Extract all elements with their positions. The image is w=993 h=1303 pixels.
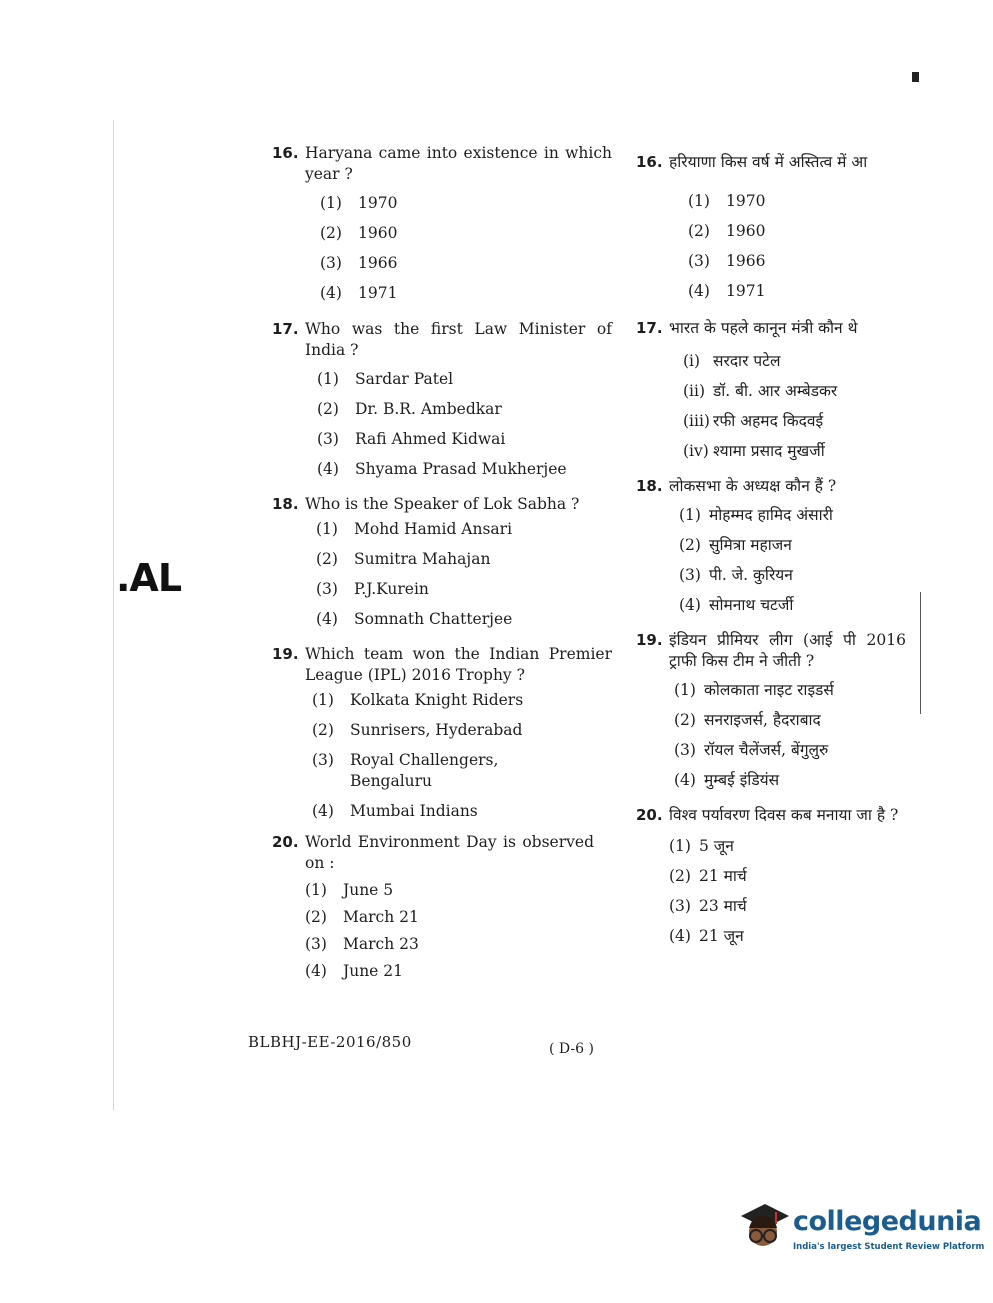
option-text: सुमित्रा महाजन — [709, 536, 792, 554]
scan-edge-line — [113, 120, 114, 1110]
option-text: Royal Challengers, Bengaluru — [350, 751, 499, 790]
option-number: (1) — [674, 681, 696, 699]
option — [674, 740, 926, 761]
option-text: P.J.Kurein — [354, 580, 429, 598]
options-list — [688, 191, 926, 302]
option-number: (3) — [305, 935, 327, 953]
question-text: इंडियन प्रीमियर लीग (आई पी 2016 ट्राफी किस टीम ने जीती ? — [669, 631, 906, 670]
option-text: 1970 — [358, 194, 398, 212]
question-text: Haryana came into existence in which year ? — [305, 144, 612, 183]
question-number: 19. — [272, 645, 299, 663]
option-text: Sunrisers, Hyderabad — [350, 721, 523, 739]
option-number: (4) — [679, 596, 701, 614]
question-number: 17. — [636, 319, 663, 337]
option-number: (4) — [316, 610, 338, 628]
question-number: 16. — [272, 144, 299, 162]
option-number: (1) — [312, 691, 334, 709]
logo-tagline: India's largest Student Review Platform — [793, 1242, 985, 1252]
question-20-en — [272, 832, 612, 982]
option-text: Kolkata Knight Riders — [350, 691, 524, 709]
question-text: लोकसभा के अध्यक्ष कौन हैं ? — [669, 477, 837, 495]
collegedunia-logo[interactable] — [735, 1196, 985, 1262]
option — [317, 369, 612, 390]
question-number: 18. — [636, 477, 663, 495]
option-text: 1966 — [726, 252, 766, 270]
option-number: (1) — [320, 194, 342, 212]
option — [316, 609, 612, 630]
options-list — [305, 880, 612, 982]
option — [317, 399, 612, 420]
option-number: (3) — [312, 751, 334, 769]
option-number: (2) — [674, 711, 696, 729]
option — [679, 535, 926, 556]
option-text: June 21 — [343, 962, 404, 980]
question-18-hi — [636, 476, 926, 616]
option-text: 1960 — [726, 222, 766, 240]
option — [674, 710, 926, 731]
question-text: Which team won the Indian Premier League (IPL) 2016 Trophy ? — [305, 645, 612, 684]
options-list — [683, 351, 926, 462]
question-number: 19. — [636, 631, 663, 649]
option — [683, 411, 926, 432]
option-text: June 5 — [343, 881, 394, 899]
question-number: 16. — [636, 153, 663, 171]
option-text: March 21 — [343, 908, 419, 926]
cropped-side-text: .AL — [116, 556, 182, 600]
option-number: (1) — [317, 370, 339, 388]
option — [316, 519, 612, 540]
option-number: (ii) — [683, 382, 706, 400]
option-text: सनराइजर्स, हैदराबाद — [704, 711, 821, 729]
option-text: 23 मार्च — [699, 897, 747, 915]
option — [320, 253, 612, 274]
question-text: विश्व पर्यावरण दिवस कब मनाया जा है ? — [669, 806, 899, 824]
option-number: (2) — [312, 721, 334, 739]
option-text: 5 जून — [699, 837, 734, 855]
option-text: Dr. B.R. Ambedkar — [355, 400, 502, 418]
question-16-hi — [636, 152, 926, 302]
option-text: Sardar Patel — [355, 370, 454, 388]
option-text: 1971 — [358, 284, 398, 302]
option-text: 1971 — [726, 282, 766, 300]
option-text: 1960 — [358, 224, 398, 242]
option-text: March 23 — [343, 935, 419, 953]
option — [688, 191, 926, 212]
option-text: Sumitra Mahajan — [354, 550, 491, 568]
option-number: (2) — [688, 222, 710, 240]
option-number: (iii) — [683, 412, 710, 430]
options-list — [669, 836, 926, 947]
option — [688, 281, 926, 302]
question-17-en — [272, 319, 612, 480]
option-number: (3) — [317, 430, 339, 448]
option-text: 21 जून — [699, 927, 744, 945]
option-number: (2) — [320, 224, 342, 242]
option — [305, 961, 612, 982]
option-text: मुम्बई इंडियंस — [704, 771, 780, 789]
option — [669, 836, 926, 857]
option — [320, 283, 612, 304]
question-text: हरियाणा किस वर्ष में अस्तित्व में आ — [669, 153, 868, 171]
option-number: (1) — [305, 881, 327, 899]
option-number: (4) — [674, 771, 696, 789]
option-number: (3) — [679, 566, 701, 584]
option-text: श्यामा प्रसाद मुखर्जी — [713, 442, 825, 460]
option — [316, 549, 612, 570]
options-list — [317, 369, 612, 480]
option-number: (3) — [320, 254, 342, 272]
option-text: Rafi Ahmed Kidwai — [355, 430, 506, 448]
option-number: (iv) — [683, 442, 709, 460]
option-number: (3) — [688, 252, 710, 270]
option — [312, 690, 612, 711]
option-text: Somnath Chatterjee — [354, 610, 513, 628]
option-text: डॉ. बी. आर अम्बेडकर — [713, 382, 838, 400]
option-number: (4) — [317, 460, 339, 478]
option-number: (4) — [688, 282, 710, 300]
option — [305, 880, 612, 901]
option-text: मोहम्मद हामिद अंसारी — [709, 506, 833, 524]
question-20-hi — [636, 805, 926, 947]
option — [688, 251, 926, 272]
question-text: भारत के पहले कानून मंत्री कौन थे — [669, 319, 858, 337]
option — [683, 381, 926, 402]
option-text: Mohd Hamid Ansari — [354, 520, 513, 538]
option-text: 1970 — [726, 192, 766, 210]
option — [674, 680, 926, 701]
option-text: कोलकाता नाइट राइडर्स — [704, 681, 834, 699]
option — [679, 595, 926, 616]
option — [316, 579, 612, 600]
option-number: (2) — [317, 400, 339, 418]
option-text: पी. जे. कुरियन — [709, 566, 793, 584]
option-number: (1) — [679, 506, 701, 524]
option — [683, 441, 926, 462]
page-number: ( D-6 ) — [549, 1041, 594, 1057]
question-text: World Environment Day is observed on : — [305, 833, 594, 872]
question-text: Who is the Speaker of Lok Sabha ? — [305, 495, 580, 513]
option-text: 1966 — [358, 254, 398, 272]
question-number: 17. — [272, 320, 299, 338]
option-number: (2) — [305, 908, 327, 926]
options-list — [320, 193, 612, 304]
option — [312, 750, 612, 792]
option-text: 21 मार्च — [699, 867, 747, 885]
option-number: (2) — [669, 867, 691, 885]
option-text: Shyama Prasad Mukherjee — [355, 460, 567, 478]
paper-code: BLBHJ-EE-2016/850 — [248, 1033, 412, 1051]
option — [312, 720, 612, 741]
option — [683, 351, 926, 372]
option — [669, 896, 926, 917]
option — [320, 193, 612, 214]
option — [312, 801, 612, 822]
option-number: (1) — [688, 192, 710, 210]
question-text: Who was the first Law Minister of India ? — [305, 320, 612, 359]
option-number: (i) — [683, 352, 701, 370]
english-column — [272, 143, 612, 988]
option — [305, 934, 612, 955]
option-number: (2) — [316, 550, 338, 568]
option-text: रफी अहमद किदवई — [713, 412, 824, 430]
option — [688, 221, 926, 242]
option-text: Mumbai Indians — [350, 802, 478, 820]
option — [674, 770, 926, 791]
corner-mark — [912, 72, 919, 82]
question-19-en — [272, 644, 612, 822]
question-17-hi — [636, 318, 926, 462]
option-text: रॉयल चैलेंजर्स, बेंगुलुरु — [704, 741, 829, 759]
options-list — [674, 680, 926, 791]
option-number: (1) — [316, 520, 338, 538]
option — [669, 926, 926, 947]
option — [320, 223, 612, 244]
option-number: (4) — [669, 927, 691, 945]
question-16-en — [272, 143, 612, 304]
option — [305, 907, 612, 928]
option — [679, 505, 926, 526]
question-number: 18. — [272, 495, 299, 513]
option-text: सोमनाथ चटर्जी — [709, 596, 794, 614]
option-number: (3) — [316, 580, 338, 598]
option-number: (1) — [669, 837, 691, 855]
question-number: 20. — [636, 806, 663, 824]
question-19-hi — [636, 630, 926, 791]
option-number: (3) — [674, 741, 696, 759]
mascot-icon — [735, 1198, 791, 1258]
option — [669, 866, 926, 887]
option-text: सरदार पटेल — [713, 352, 781, 370]
options-list — [312, 690, 612, 822]
option-number: (3) — [669, 897, 691, 915]
question-18-en — [272, 494, 612, 630]
hindi-column — [636, 152, 926, 956]
option — [679, 565, 926, 586]
option — [317, 459, 612, 480]
logo-wordmark: collegedunia — [793, 1206, 982, 1237]
option-number: (4) — [312, 802, 334, 820]
option-number: (2) — [679, 536, 701, 554]
options-list — [679, 505, 926, 616]
question-number: 20. — [272, 833, 299, 851]
option — [317, 429, 612, 450]
option-number: (4) — [320, 284, 342, 302]
options-list — [316, 519, 612, 630]
option-number: (4) — [305, 962, 327, 980]
